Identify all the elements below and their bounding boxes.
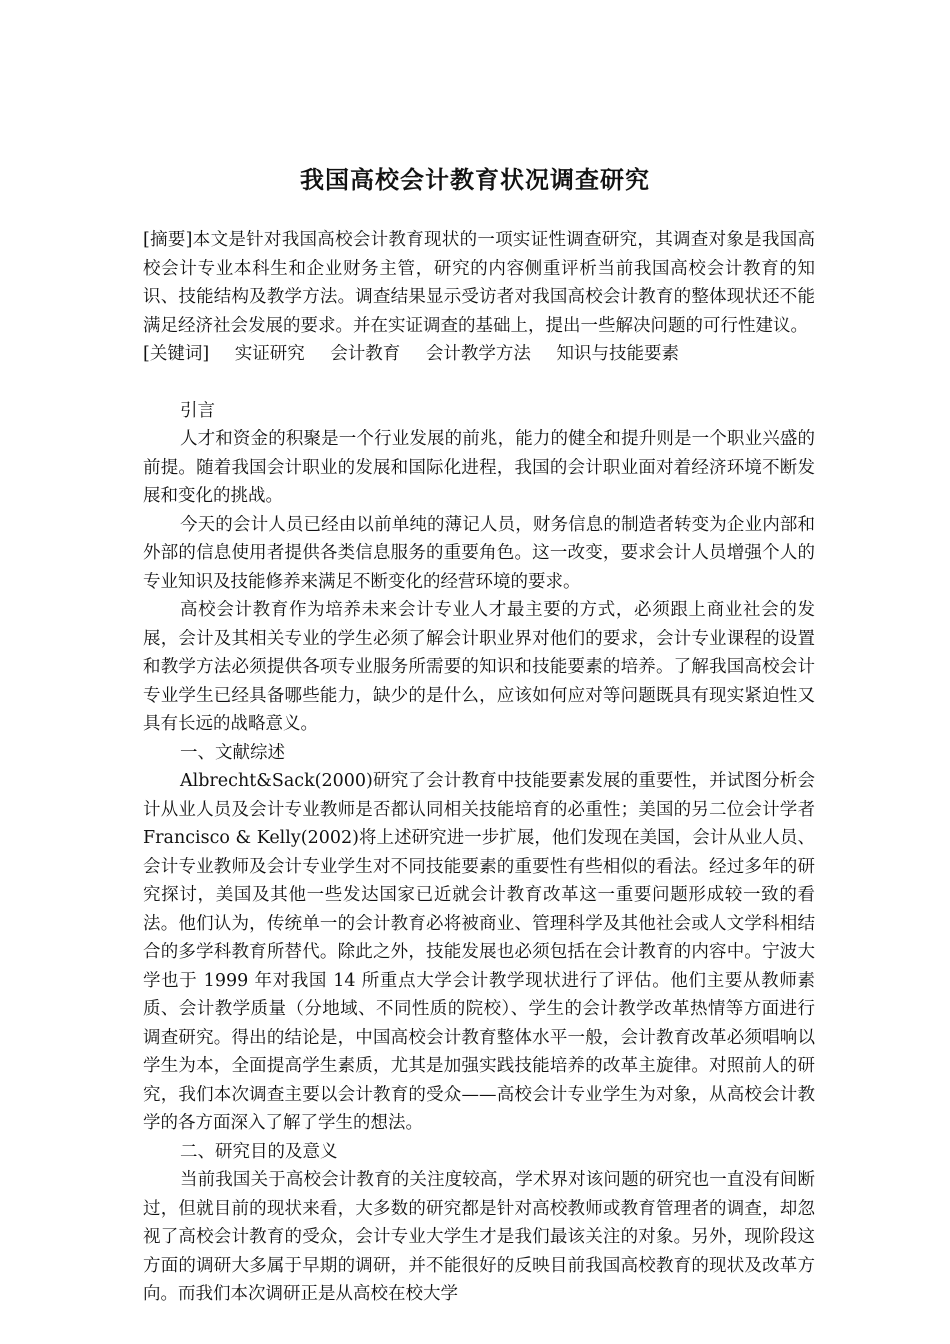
keyword: 会计教学方法	[425, 344, 531, 364]
document-body	[143, 226, 815, 1309]
paragraph: 高校会计教育作为培养未来会计专业人才最主要的方式，必须跟上商业社会的发展，会计及其相关专业的学生必须了解会计职业界对他们的要求，会计专业课程的设置和教学方法必须提供各项专业服务所需要的知识和技能要素的培养。了解我国高校会计专业学生已经具备哪些能力，缺少的是什么，应该如何应对等问题既具有现实紧迫性又具有长远的战略意义。	[143, 600, 815, 734]
paragraph: 当前我国关于高校会计教育的关注度较高，学术界对该问题的研究也一直没有间断过，但就目前的现状来看，大多数的研究都是针对高校教师或教育管理者的调查，却忽视了高校会计教育的受众，会计专业大学生才是我们最该关注的对象。另外，现阶段这方面的调研大多属于早期的调研，并不能很好的反映目前我国高校教育的现状及改革方向。而我们本次调研正是从高校在校大学	[143, 1170, 815, 1304]
keywords-label: [关键词]	[143, 344, 210, 364]
paragraph: 今天的会计人员已经由以前单纯的薄记人员，财务信息的制造者转变为企业内部和外部的信息使用者提供各类信息服务的重要角色。这一改变，要求会计人员增强个人的专业知识及技能修养来满足不断变化的经营环境的要求。	[143, 514, 815, 592]
keyword: 会计教育	[330, 344, 401, 364]
abstract: [摘要]本文是针对我国高校会计教育现状的一项实证性调查研究，其调查对象是我国高校会计专业本科生和企业财务主管，研究的内容侧重评析当前我国高校会计教育的知识、技能结构及教学方法。调查结果显示受访者对我国高校会计教育的整体现状还不能满足经济社会发展的要求。并在实证调查的基础上，提出一些解决问题的可行性建议。	[143, 230, 815, 336]
keywords-line	[143, 340, 815, 369]
keyword: 实证研究	[234, 344, 305, 364]
paragraph: 人才和资金的积聚是一个行业发展的前兆，能力的健全和提升则是一个职业兴盛的前提。随着我国会计职业的发展和国际化进程，我国的会计职业面对着经济环境不断发展和变化的挑战。	[143, 429, 815, 506]
paragraph: Albrecht&Sack(2000)研究了会计教育中技能要素发展的重要性，并试图分析会计从业人员及会计专业教师是否都认同相关技能培育的必重性；美国的另二位会计学者 Francisco & Kelly(2002)将上述研究进一步扩展，他们发现在美国，会计从业人员、会计专业教师及会计专业学生对不同技能要素的重要性有些相似的看法。经过多年的研究探讨，美国及其他一些发达国家已近就会计教育改革这一重要问题形成较一致的看法。他们认为，传统单一的会计教育必将被商业、管理科学及其他社会或人文学科相结合的多学科教育所替代。除此之外，技能发展也必须包括在会计教育的内容中。宁波大学也于 1999 年对我国 14 所重点大学会计教学现状进行了评估。他们主要从教师素质、会计教学质量（分地域、不同性质的院校）、学生的会计教学改革热情等方面进行调查研究。得出的结论是，中国高校会计教育整体水平一般，会计教育改革必须唱响以学生为本，全面提高学生素质，尤其是加强实践技能培养的改革主旋律。对照前人的研究，我们本次调查主要以会计教育的受众——高校会计专业学生为对象，从高校会计教学的各方面深入了解了学生的想法。	[143, 771, 815, 1133]
keyword: 知识与技能要素	[556, 344, 679, 364]
section-heading-purpose: 二、研究目的及意义	[180, 1141, 338, 1162]
section-heading-intro: 引言	[180, 400, 215, 421]
section-heading-literature: 一、文献综述	[180, 742, 285, 763]
spacer	[143, 369, 815, 397]
document-title: 我国高校会计教育状况调查研究	[300, 165, 650, 194]
